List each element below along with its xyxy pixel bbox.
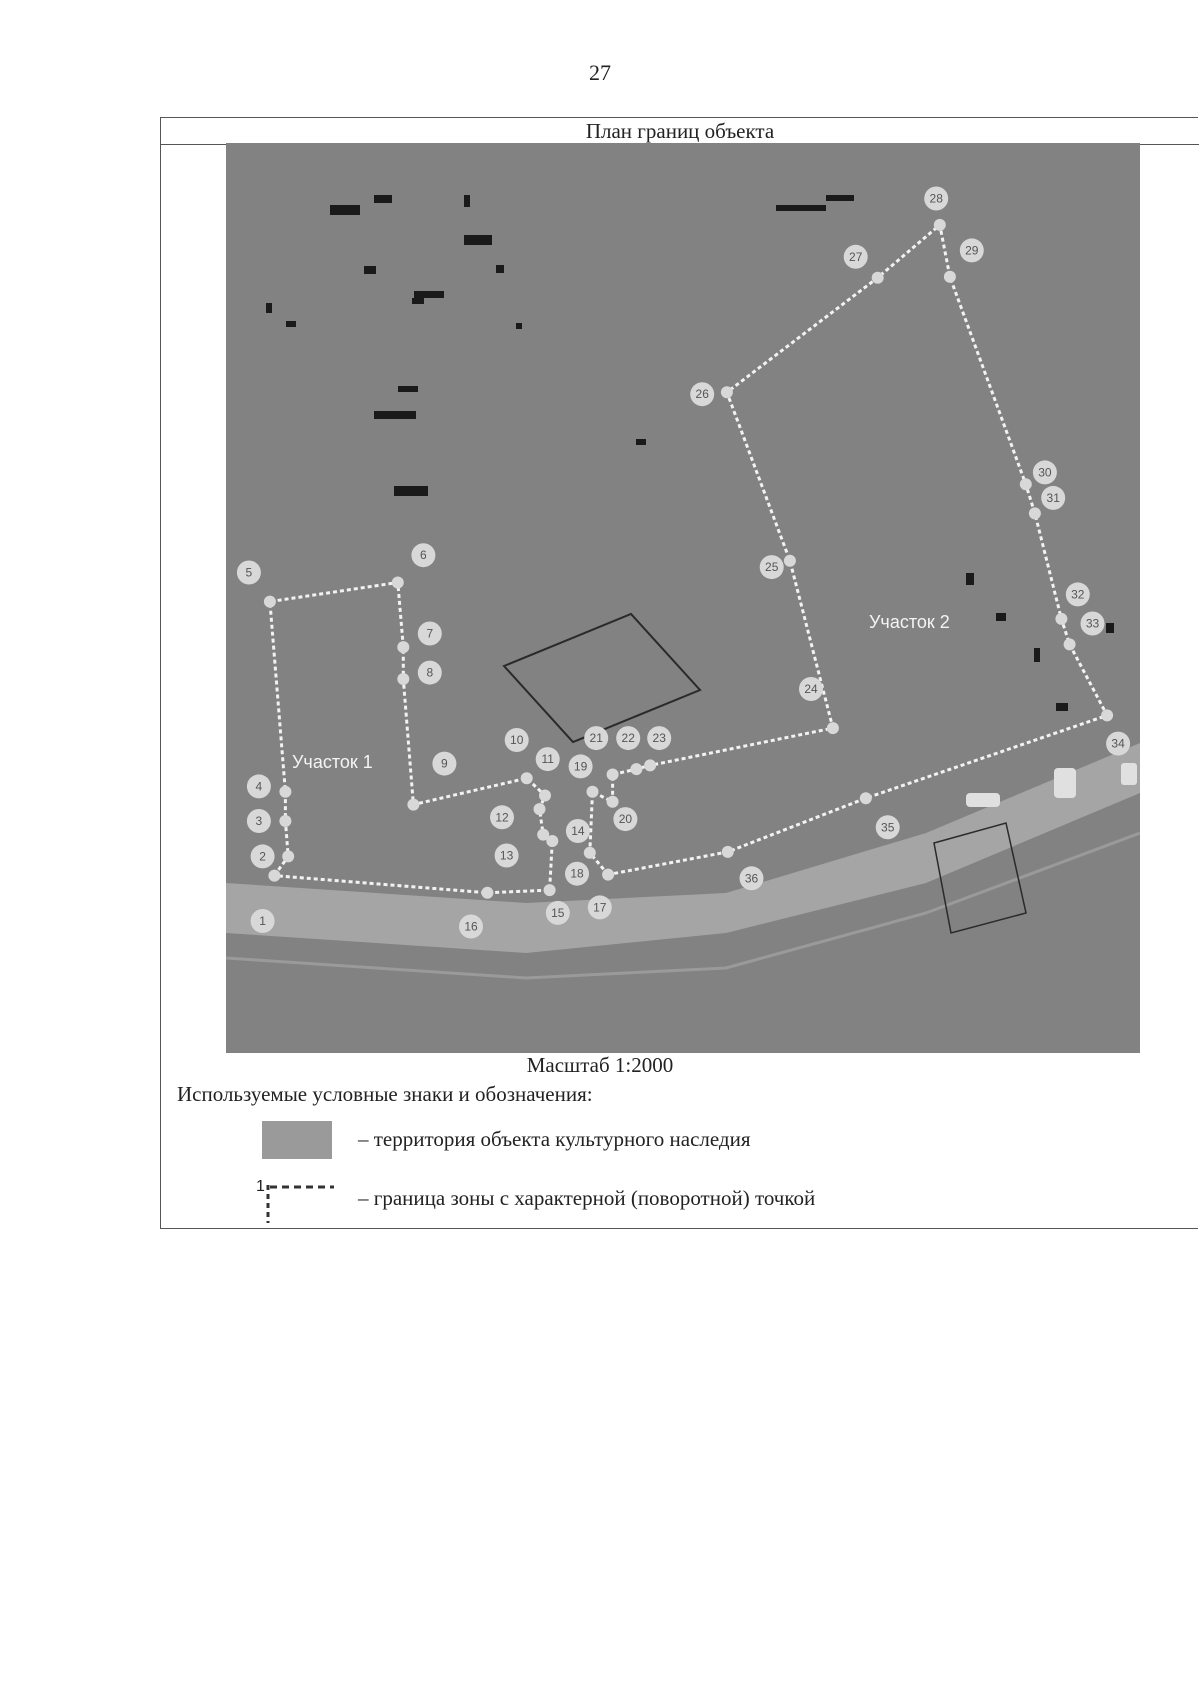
point-marker bbox=[1055, 613, 1067, 625]
turning-point-10 bbox=[505, 728, 533, 784]
point-label: 36 bbox=[744, 871, 759, 886]
point-marker bbox=[544, 884, 556, 896]
turning-point-6 bbox=[392, 543, 436, 588]
point-marker bbox=[602, 869, 614, 881]
point-label: 21 bbox=[589, 731, 603, 746]
point-marker bbox=[539, 790, 551, 802]
point-marker bbox=[397, 673, 409, 685]
turning-point-4 bbox=[247, 774, 292, 798]
point-marker bbox=[644, 759, 656, 771]
point-label: 23 bbox=[652, 731, 666, 746]
legend-territory-text: – территория объекта культурного наследия bbox=[358, 1127, 751, 1151]
point-label: 11 bbox=[541, 752, 554, 767]
point-marker bbox=[944, 271, 956, 283]
legend-point-label: 1 bbox=[256, 1178, 265, 1195]
point-marker bbox=[264, 596, 276, 608]
point-marker bbox=[721, 386, 733, 398]
boundary-lines bbox=[270, 225, 1107, 893]
point-marker bbox=[1101, 709, 1113, 721]
turning-point-34 bbox=[1101, 709, 1130, 755]
point-marker bbox=[860, 792, 872, 804]
point-label: 31 bbox=[1046, 490, 1060, 505]
point-marker bbox=[534, 803, 546, 815]
turning-point-19 bbox=[569, 754, 599, 797]
point-label: 33 bbox=[1085, 616, 1100, 631]
point-label: 3 bbox=[255, 814, 263, 828]
legend-territory-swatch bbox=[262, 1121, 332, 1159]
turning-point-30 bbox=[1020, 460, 1057, 490]
point-marker bbox=[397, 641, 409, 653]
point-marker bbox=[934, 219, 946, 231]
point-marker bbox=[481, 887, 493, 899]
turning-point-12 bbox=[490, 803, 546, 829]
point-label: 22 bbox=[621, 731, 635, 746]
point-label: 17 bbox=[593, 900, 607, 915]
turning-point-27 bbox=[844, 245, 884, 284]
point-label: 8 bbox=[426, 665, 434, 680]
point-marker bbox=[584, 847, 596, 859]
point-marker bbox=[1020, 478, 1032, 490]
area-label-2: Участок 2 bbox=[869, 612, 950, 632]
turning-point-11 bbox=[536, 747, 560, 801]
point-label: 34 bbox=[1111, 736, 1125, 751]
point-label: 16 bbox=[464, 919, 478, 934]
boundary-map bbox=[226, 143, 1140, 1053]
point-label: 29 bbox=[965, 243, 979, 258]
turning-point-29 bbox=[944, 238, 984, 282]
point-label: 26 bbox=[695, 387, 709, 402]
turning-point-36 bbox=[722, 846, 764, 890]
point-marker bbox=[521, 772, 533, 784]
map-svg bbox=[226, 143, 1140, 1053]
point-marker bbox=[1029, 507, 1041, 519]
point-marker bbox=[279, 786, 291, 798]
map-scale: Масштаб 1:2000 bbox=[526, 1053, 674, 1077]
turning-point-9 bbox=[407, 752, 456, 811]
point-marker bbox=[546, 835, 558, 847]
turning-point-22 bbox=[616, 726, 642, 775]
point-label: 4 bbox=[255, 779, 263, 794]
turning-point-13 bbox=[495, 829, 550, 868]
point-marker bbox=[722, 846, 734, 858]
page-number: 27 bbox=[589, 60, 611, 85]
point-label: 25 bbox=[765, 560, 779, 575]
point-label: 27 bbox=[849, 249, 863, 264]
point-label: 9 bbox=[441, 756, 448, 771]
turning-point-17 bbox=[588, 869, 614, 920]
point-marker bbox=[630, 763, 642, 775]
point-marker bbox=[1064, 638, 1076, 650]
turning-point-20 bbox=[607, 796, 638, 831]
point-marker bbox=[279, 815, 291, 827]
point-label: 7 bbox=[426, 626, 434, 641]
turning-point-33 bbox=[1064, 612, 1105, 651]
point-marker bbox=[784, 555, 796, 567]
turning-point-28 bbox=[924, 187, 948, 231]
point-label: 19 bbox=[573, 759, 588, 774]
point-marker bbox=[872, 272, 884, 284]
plan-title: План границ объекта bbox=[161, 118, 1199, 145]
point-marker bbox=[282, 850, 294, 862]
point-label: 2 bbox=[259, 849, 266, 864]
point-label: 32 bbox=[1071, 587, 1085, 602]
point-marker bbox=[607, 796, 619, 808]
point-marker bbox=[827, 722, 839, 734]
point-marker bbox=[607, 769, 619, 781]
point-label: 28 bbox=[929, 191, 943, 206]
turning-point-7 bbox=[397, 622, 442, 654]
point-label: 5 bbox=[245, 565, 253, 580]
point-label: 35 bbox=[881, 820, 895, 835]
turning-point-18 bbox=[565, 847, 596, 886]
turning-point-26 bbox=[690, 382, 733, 406]
point-marker bbox=[392, 577, 404, 589]
building-outline bbox=[504, 614, 700, 742]
point-marker bbox=[587, 786, 599, 798]
legend-boundary-symbol bbox=[256, 1175, 336, 1225]
turning-point-2 bbox=[251, 844, 295, 868]
turning-point-5 bbox=[237, 561, 276, 608]
dark-features bbox=[266, 195, 1114, 711]
turning-point-25 bbox=[760, 555, 796, 579]
road bbox=[226, 743, 1140, 953]
point-marker bbox=[268, 870, 280, 882]
legend-boundary-text: – граница зоны с характерной (поворотной) точкой bbox=[358, 1186, 816, 1210]
point-label: 24 bbox=[804, 682, 818, 696]
point-marker bbox=[407, 799, 419, 811]
point-label: 10 bbox=[510, 733, 524, 747]
turning-point-24 bbox=[799, 677, 839, 734]
turning-point-31 bbox=[1029, 486, 1065, 520]
point-label: 18 bbox=[570, 866, 584, 881]
boundary-line-2 bbox=[590, 225, 1107, 875]
point-label: 14 bbox=[571, 824, 585, 838]
point-label: 12 bbox=[495, 810, 509, 825]
area-label-1: Участок 1 bbox=[292, 752, 373, 772]
point-label: 6 bbox=[420, 548, 427, 563]
point-label: 1 bbox=[259, 914, 266, 928]
point-label: 13 bbox=[499, 848, 514, 863]
turning-point-35 bbox=[860, 792, 900, 839]
point-label: 30 bbox=[1038, 465, 1052, 480]
point-label: 15 bbox=[551, 905, 565, 920]
turning-point-14 bbox=[546, 819, 590, 847]
legend-title: Используемые условные знаки и обозначения: bbox=[177, 1082, 593, 1106]
point-label: 20 bbox=[618, 812, 633, 827]
